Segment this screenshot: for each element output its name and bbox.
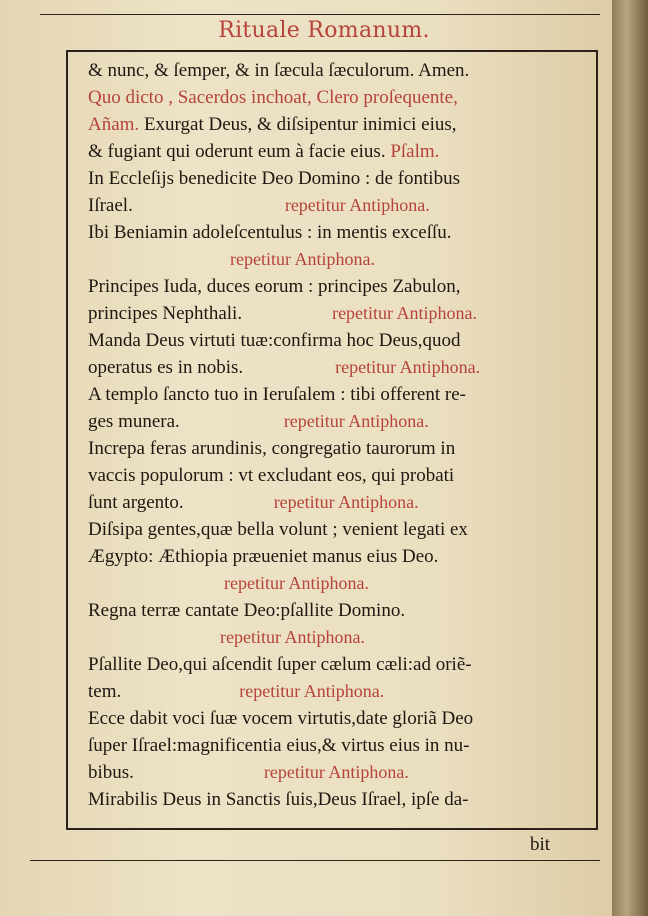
line-text: Exurgat Deus, & diſsipentur inimici eius, [139,114,457,135]
text-line [88,84,578,111]
line-text: A templo ſancto tuo in Ieruſalem : tibi offerent re- [88,384,466,405]
catchword: bit [530,834,551,855]
text-line [88,273,578,300]
rubric-repetitur: repetitur Antiphona. [220,627,365,647]
text-line [88,651,578,678]
line-text: ſuper Iſrael:magnificentia eius,& virtus eius in nu- [88,735,470,756]
line-text: Iſrael. [88,195,133,216]
rubric-repetitur: repetitur Antiphona. [230,249,375,269]
page-edge [612,0,648,916]
text-line [88,570,578,597]
rubric-repetitur: repetitur Antiphona. [224,573,369,593]
line-text: principes Nephthali. [88,303,243,324]
rubric-text: Añam. [88,114,140,135]
text-line [88,408,578,435]
line-text: Manda Deus virtuti tuæ:confirma hoc Deus,quod [88,330,461,351]
text-line [88,354,578,381]
text-line [88,678,578,705]
text-line [88,435,578,462]
rubric-repetitur: repetitur Antiphona. [273,492,419,512]
rubric-text: Pſalm. [390,141,440,162]
text-line [88,786,578,813]
line-text: Ecce dabit voci ſuæ vocem virtutis,date gloriã Deo [88,708,474,729]
rubric-repetitur: repetitur Antiphona. [335,357,481,377]
line-text: vaccis populorum : vt excludant eos, qui probati [88,465,455,486]
line-text: & fugiant qui oderunt eum à facie eius. [88,141,391,162]
text-line [88,138,578,165]
text-line [88,543,578,570]
text-line [88,192,578,219]
text-line [88,219,578,246]
line-text: Mirabilis Deus in Sanctis ſuis,Deus Iſrael, ipſe da- [88,789,469,810]
text-line [88,516,578,543]
rubric-text: Quo dicto , Sacerdos inchoat, Clero proſequente, [88,87,458,108]
line-text: bibus. [88,762,134,783]
rubric-repetitur: repetitur Antiphona. [239,681,385,701]
line-text: ges munera. [88,411,180,432]
text-line [88,705,578,732]
text-line [88,165,578,192]
bottom-rule [66,828,596,830]
line-text: Ibi Beniamin adoleſcentulus : in mentis exceſſu. [88,222,452,243]
text-line [88,624,578,651]
running-header: Rituale Romanum. [218,18,430,43]
text-line [88,732,578,759]
text-line [88,489,578,516]
line-text: tem. [88,681,122,702]
text-line [88,327,578,354]
line-text: operatus es in nobis. [88,357,244,378]
line-text: Principes Iuda, duces eorum : principes Zabulon, [88,276,461,297]
psalm-text [88,57,578,813]
text-line [88,597,578,624]
rubric-repetitur: repetitur Antiphona. [284,195,430,215]
rubric-repetitur: repetitur Antiphona. [332,303,478,323]
text-line [88,300,578,327]
text-line [88,381,578,408]
rubric-repetitur: repetitur Antiphona. [283,411,429,431]
footer-rule [30,860,600,861]
top-rule [40,14,600,15]
text-line [88,246,578,273]
line-text: Increpa feras arundinis, congregatio taurorum in [88,438,456,459]
line-text: Regna terræ cantate Deo:pſallite Domino. [88,600,406,621]
text-line [88,759,578,786]
line-text: In Eccleſijs benedicite Deo Domino : de fontibus [88,168,460,189]
line-text: Ægypto: Æthiopia præueniet manus eius Deo. [88,546,439,567]
line-text: Pſallite Deo,qui aſcendit ſuper cælum cæli:ad oriẽ- [88,654,472,675]
line-text: & nunc, & ſemper, & in ſæcula ſæculorum. Amen. [88,60,470,81]
text-line [88,57,578,84]
text-line [88,462,578,489]
text-line [88,111,578,138]
rubric-repetitur: repetitur Antiphona. [263,762,409,782]
line-text: ſunt argento. [88,492,184,513]
line-text: Diſsipa gentes,quæ bella volunt ; venient legati ex [88,519,468,540]
